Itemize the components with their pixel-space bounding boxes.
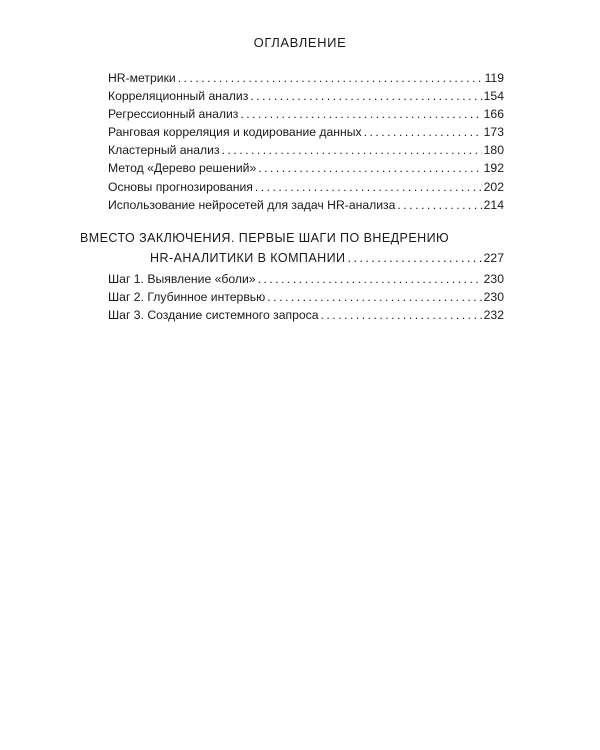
dot-leader xyxy=(321,306,482,324)
toc-entry-page: 180 xyxy=(483,143,504,158)
toc-entry-page: 230 xyxy=(483,272,504,286)
toc-entry-title: Регрессионный анализ xyxy=(108,107,239,122)
toc-entry-regression xyxy=(108,105,504,123)
toc-entry-page: 154 xyxy=(483,89,504,104)
toc-entry-title: Использование нейросетей для задач HR-анализа xyxy=(108,197,396,212)
toc-list-chapter xyxy=(108,69,504,214)
toc-entry-hr-metrics xyxy=(108,69,504,87)
toc-entry-page: 202 xyxy=(483,179,504,194)
toc-entry-title: Шаг 1. Выявление «боли» xyxy=(108,272,256,286)
dot-leader xyxy=(240,105,481,123)
dot-leader xyxy=(250,87,481,105)
section-title-line-2-row xyxy=(80,248,504,268)
toc-entry-step-3 xyxy=(108,306,504,324)
dot-leader xyxy=(364,123,482,141)
toc-entry-step-2 xyxy=(108,288,504,306)
toc-entry-page: 166 xyxy=(483,107,504,122)
toc-entry-page: 232 xyxy=(483,308,504,323)
toc-entry-title: Кластерный анализ xyxy=(108,143,220,158)
dot-leader xyxy=(397,196,481,214)
toc-entry-title: Ранговая корреляция и кодирование данных xyxy=(108,125,362,140)
toc-entry-correlation xyxy=(108,87,504,105)
toc-entry-title: Шаг 3. Создание системного запроса xyxy=(108,308,319,323)
dot-leader xyxy=(348,248,482,268)
toc-entry-rank-correlation xyxy=(108,123,504,141)
toc-section-heading xyxy=(80,228,504,268)
dot-leader xyxy=(267,288,481,306)
toc-entry-page: 173 xyxy=(483,125,504,140)
section-title-line-2: HR-АНАЛИТИКИ В КОМПАНИИ xyxy=(150,251,346,265)
toc-entry-title: Основы прогнозирования xyxy=(108,179,253,194)
dot-leader xyxy=(222,141,482,159)
toc-entry-page: 192 xyxy=(483,161,504,176)
toc-entry-title: Метод «Дерево решений» xyxy=(108,161,257,176)
dot-leader xyxy=(255,178,482,196)
toc-entry-cluster xyxy=(108,141,504,159)
toc-entry-decision-tree xyxy=(108,159,504,177)
page-title: ОГЛАВЛЕНИЕ xyxy=(253,35,347,50)
dot-leader xyxy=(178,69,483,87)
dot-leader xyxy=(258,270,482,288)
toc-entry-forecasting xyxy=(108,178,504,196)
toc-entry-page: 230 xyxy=(483,290,504,305)
section-title-line-1: ВМЕСТО ЗАКЛЮЧЕНИЯ. ПЕРВЫЕ ШАГИ ПО ВНЕДРЕНИЮ xyxy=(80,231,450,245)
toc-entry-step-1 xyxy=(108,270,504,288)
section-page: 227 xyxy=(483,251,504,265)
toc-entry-page: 214 xyxy=(483,197,504,212)
toc-list-steps xyxy=(108,270,504,324)
dot-leader xyxy=(258,159,481,177)
toc-entry-title: HR-метрики xyxy=(108,71,176,85)
toc-entry-neural-networks xyxy=(108,196,504,214)
toc-entry-title: Корреляционный анализ xyxy=(108,89,249,104)
toc-entry-title: Шаг 2. Глубинное интервью xyxy=(108,290,266,305)
toc-entry-page: 119 xyxy=(484,71,504,85)
